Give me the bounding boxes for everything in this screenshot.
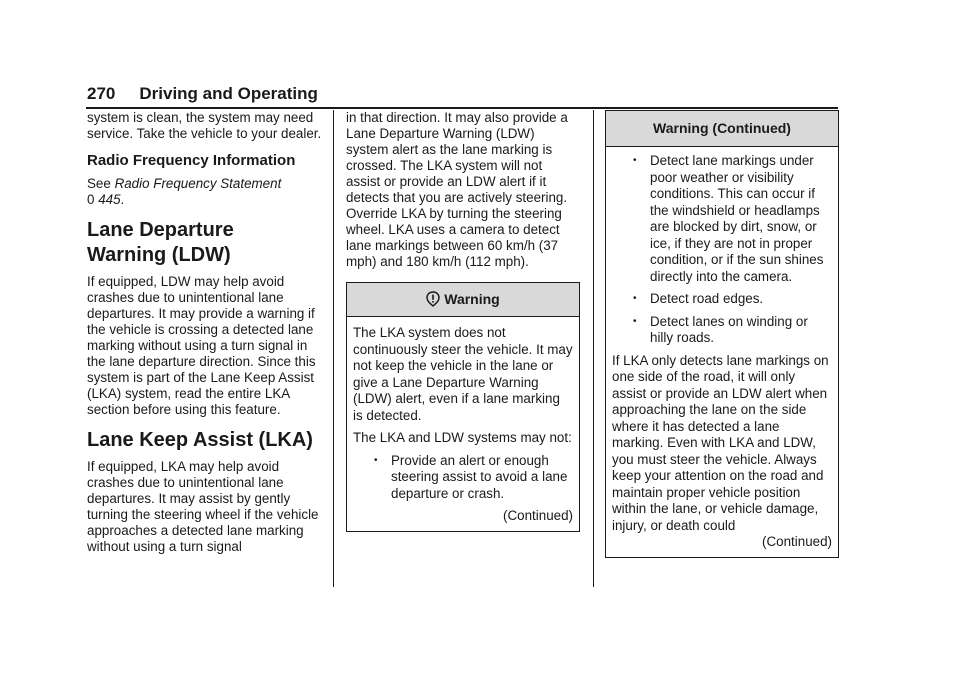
column-divider-2 [593,110,594,587]
warning-continued-header: Warning (Continued) [606,111,838,147]
warning-icon [426,291,440,307]
list-item: • Detect lane markings under poor weather or visibility conditions. This can occur if the windshield or headlamps are blocked by dirt, snow, or ice, if they are not in proper condition, or if the sun shines directly into the camera. [612,153,832,285]
lka-continued-paragraph: in that direction. It may also provide a Lane Departure Warning (LDW) system alert as the lane marking is crossed. The LKA system will not assist or provide an LDW alert if it detects that you are actively steering. Override LKA by turning the steering wheel. LKA uses a camera to detect lane markings between 60 km/h (37 mph) and 180 km/h (112 mph). [346,110,568,269]
warning-paragraph-1: The LKA system does not continuously steer the vehicle. It may not keep the vehicle in the lane or give a Lane Departure Warning (LDW) alert, even if a lane marking is detected. [353,325,573,423]
intro-paragraph: system is clean, the system may need service. Take the vehicle to your dealer. [87,110,322,141]
page-ref-icon: 0 [87,192,95,207]
list-item: • Detect road edges. [612,291,832,308]
list-item: • Provide an alert or enough steering assist to avoid a lane departure or crash. [353,453,573,503]
section-title: Driving and Operating [139,84,318,103]
warning-continued-box [605,110,839,558]
list-item: • Detect lanes on winding or hilly roads. [612,314,832,347]
warning-continued-paragraph: If LKA only detects lane markings on one side of the road, it will only assist or provide an LDW alert when approaching the lane on the side where it has detected a lane marking. Even with LKA and LDW, you must steer the vehicle. Always keep your attention on the road and maintain proper vehicle position within the lane, or vehicle damage, injury, or death could [612,352,829,533]
warning-title: Warning [444,291,500,307]
radio-frequency-statement-link[interactable]: Radio Frequency Statement [114,176,282,191]
header-rule [86,107,838,109]
warning-box [346,282,580,532]
radio-frequency-heading: Radio Frequency Information [87,152,296,169]
column-2 [346,110,580,532]
column-divider-1 [333,110,334,587]
warning-continued-body [606,147,838,557]
warning-body [347,317,579,531]
ldw-heading-line2: Warning (LDW) [87,244,231,266]
see-label: See [87,176,111,191]
continued-label: (Continued) [503,508,573,523]
page-header [87,84,318,104]
ldw-paragraph: If equipped, LDW may help avoid crashes due to unintentional lane departures. It may provide a warning if the vehicle is crossing a detected lane marking without using a turn signal in the lane departure direction. Since this system is part of the Lane Keep Assist (LKA) system, read the entire LKA section before using this feature. [87,274,316,417]
column-3 [605,110,839,558]
warning-paragraph-2: The LKA and LDW systems may not: [353,430,572,445]
radio-frequency-reference: See Radio Frequency Statement 0 445. [87,176,282,207]
warning-header [347,283,579,317]
warning-bullet-list [353,453,573,503]
lka-paragraph: If equipped, LKA may help avoid crashes due to unintentional lane departures. It may assist by gently turning the steering wheel if the vehicle approaches a detected lane marking without using a turn signal [87,459,319,554]
ldw-heading [87,218,322,268]
ldw-heading-line1: Lane Departure [87,219,234,241]
page-ref-link[interactable]: 445 [98,192,121,207]
continued-label: (Continued) [762,534,832,549]
page-number: 270 [87,84,116,103]
warning-continued-bullet-list [612,153,832,347]
column-1 [87,110,322,555]
lka-heading: Lane Keep Assist (LKA) [87,429,313,451]
